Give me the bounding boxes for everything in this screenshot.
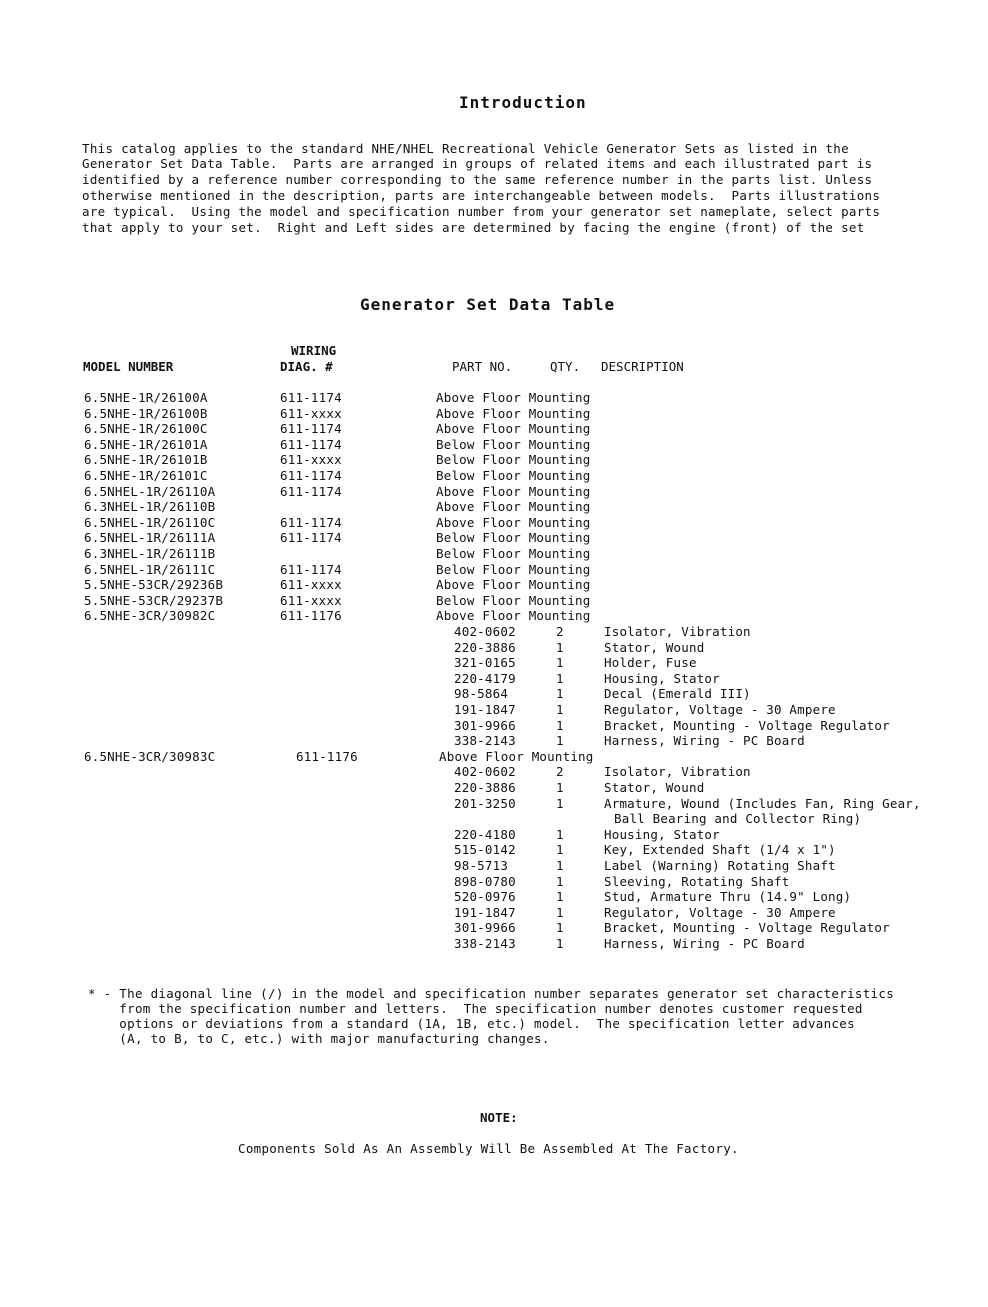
description-cell: Label (Warning) Rotating Shaft: [604, 858, 836, 873]
description-cell: Isolator, Vibration: [604, 624, 751, 639]
quantity-cell: 1: [556, 780, 564, 795]
mounting-cell: Below Floor Mounting: [436, 561, 591, 577]
wiring-diag-cell: 611-1174: [280, 483, 342, 499]
quantity-cell: 1: [556, 920, 564, 936]
model-number-cell: 6.5NHE-3CR/30982C: [84, 608, 216, 624]
description-cell: Holder, Fuse: [604, 655, 697, 671]
description-cell: Harness, Wiring - PC Board: [604, 936, 805, 951]
mounting-cell: Above Floor Mounting: [436, 514, 591, 530]
quantity-cell: 1: [556, 639, 564, 655]
part-number-cell: 220-4179: [454, 670, 516, 686]
model-number-cell: 6.5NHE-1R/26100B: [84, 405, 208, 421]
part-number-cell: 338-2143: [454, 733, 516, 749]
model-number-cell: 6.5NHEL-1R/26111A: [84, 530, 216, 546]
wiring-diag-cell: 611-1174: [280, 390, 342, 405]
header-description: DESCRIPTION: [601, 359, 684, 374]
header-wiring: WIRING: [291, 343, 337, 358]
quantity-cell: 1: [556, 873, 564, 889]
part-number-cell: 321-0165: [454, 655, 516, 671]
part-number-cell: 201-3250: [454, 795, 516, 811]
model-number-cell: 6.5NHE-1R/26100A: [84, 390, 208, 405]
quantity-cell: 1: [556, 858, 564, 873]
wiring-diag-cell: 611-1174: [280, 514, 342, 530]
model-number-cell: 6.5NHE-1R/26100C: [84, 421, 208, 437]
mounting-cell: Above Floor Mounting: [439, 748, 594, 764]
intro-paragraph-line: This catalog applies to the standard NHE/NHEL Recreational Vehicle Generator Sets as listed in the: [82, 141, 849, 156]
part-number-cell: 220-3886: [454, 780, 516, 795]
wiring-diag-cell: 611-1176: [296, 748, 358, 764]
description-cell: Bracket, Mounting - Voltage Regulator: [604, 920, 890, 936]
model-number-cell: 6.3NHEL-1R/26110B: [84, 499, 216, 515]
header-part-no: PART NO.: [452, 359, 513, 374]
intro-paragraph-line: are typical. Using the model and specification number from your generator set nameplate, select parts: [82, 204, 881, 219]
wiring-diag-cell: 611-1174: [280, 561, 342, 577]
description-cell: Armature, Wound (Includes Fan, Ring Gear,: [604, 795, 921, 811]
model-number-cell: 6.5NHEL-1R/26110C: [84, 514, 216, 530]
quantity-cell: 1: [556, 904, 564, 920]
quantity-cell: 1: [556, 826, 564, 842]
wiring-diag-cell: 611-xxxx: [280, 592, 342, 608]
description-cell: Key, Extended Shaft (1/4 x 1"): [604, 842, 836, 858]
model-number-cell: 6.5NHE-1R/26101B: [84, 452, 208, 468]
mounting-cell: Above Floor Mounting: [436, 390, 591, 405]
part-number-cell: 220-4180: [454, 826, 516, 842]
mounting-cell: Above Floor Mounting: [436, 483, 591, 499]
description-cell: Housing, Stator: [604, 826, 720, 842]
quantity-cell: 1: [556, 702, 564, 717]
mounting-cell: Above Floor Mounting: [436, 421, 591, 437]
wiring-diag-cell: 611-1176: [280, 608, 342, 624]
model-number-cell: 6.5NHEL-1R/26110A: [84, 483, 216, 499]
model-number-cell: 6.5NHEL-1R/26111C: [84, 561, 216, 577]
part-number-cell: 515-0142: [454, 842, 516, 858]
introduction-title: Introduction: [459, 93, 587, 112]
description-cell: Bracket, Mounting - Voltage Regulator: [604, 717, 890, 733]
note-text: Components Sold As An Assembly Will Be Assembled At The Factory.: [238, 1141, 739, 1156]
header-model-number: MODEL NUMBER: [83, 359, 174, 374]
model-number-cell: 6.5NHE-3CR/30983C: [84, 748, 216, 764]
footnote-line: (A, to B, to C, etc.) with major manufacturing changes.: [88, 1031, 550, 1046]
description-cell: Stud, Armature Thru (14.9" Long): [604, 889, 852, 905]
model-number-cell: 6.5NHE-1R/26101C: [84, 468, 208, 483]
model-number-cell: 5.5NHE-53CR/29237B: [84, 592, 224, 608]
part-number-cell: 898-0780: [454, 873, 516, 889]
mounting-cell: Above Floor Mounting: [436, 499, 591, 515]
intro-paragraph-line: otherwise mentioned in the description, parts are interchangeable between models. Parts illustrations: [82, 188, 881, 203]
quantity-cell: 1: [556, 733, 564, 749]
wiring-diag-cell: 611-1174: [280, 530, 342, 546]
wiring-diag-cell: 611-1174: [280, 436, 342, 452]
quantity-cell: 2: [556, 624, 564, 639]
part-number-cell: 520-0976: [454, 889, 516, 905]
note-label: NOTE:: [480, 1110, 518, 1125]
mounting-cell: Below Floor Mounting: [436, 592, 591, 608]
footnote-line: * - The diagonal line (/) in the model and specification number separates generator set characteristics: [88, 986, 895, 1001]
mounting-cell: Below Floor Mounting: [436, 436, 591, 452]
quantity-cell: 1: [556, 936, 564, 951]
intro-paragraph-line: Generator Set Data Table. Parts are arranged in groups of related items and each illustrated part is: [82, 156, 873, 171]
part-number-cell: 402-0602: [454, 624, 516, 639]
part-number-cell: 98-5713: [454, 858, 509, 873]
part-number-cell: 191-1847: [454, 904, 516, 920]
description-cell: Stator, Wound: [604, 780, 705, 795]
header-wiring-diag: DIAG. #: [280, 359, 333, 374]
wiring-diag-cell: 611-xxxx: [280, 452, 342, 468]
part-number-cell: 338-2143: [454, 936, 516, 951]
description-cell: Sleeving, Rotating Shaft: [604, 873, 790, 889]
description-cell: Isolator, Vibration: [604, 764, 751, 780]
description-cell: Regulator, Voltage - 30 Ampere: [604, 702, 836, 717]
quantity-cell: 1: [556, 686, 564, 702]
wiring-diag-cell: 611-xxxx: [280, 577, 342, 593]
data-table-title: Generator Set Data Table: [360, 295, 616, 314]
intro-paragraph-line: identified by a reference number corresponding to the same reference number in the parts list. Unless: [82, 172, 873, 187]
part-number-cell: 402-0602: [454, 764, 516, 780]
wiring-diag-cell: 611-1174: [280, 421, 342, 437]
description-cell: Housing, Stator: [604, 670, 720, 686]
intro-paragraph-line: that apply to your set. Right and Left sides are determined by facing the engine (front) of the set: [82, 220, 865, 235]
wiring-diag-cell: 611-1174: [280, 468, 342, 483]
mounting-cell: Below Floor Mounting: [436, 452, 591, 468]
footnote-line: options or deviations from a standard (1A, 1B, etc.) model. The specification letter advances: [88, 1016, 855, 1031]
quantity-cell: 1: [556, 670, 564, 686]
part-number-cell: 301-9966: [454, 717, 516, 733]
part-number-cell: 220-3886: [454, 639, 516, 655]
model-number-cell: 6.3NHEL-1R/26111B: [84, 546, 216, 561]
mounting-cell: Above Floor Mounting: [436, 608, 591, 624]
quantity-cell: 2: [556, 764, 564, 780]
description-cell: Stator, Wound: [604, 639, 705, 655]
model-number-cell: 5.5NHE-53CR/29236B: [84, 577, 224, 593]
mounting-cell: Below Floor Mounting: [436, 530, 591, 546]
description-cell: Decal (Emerald III): [604, 686, 751, 702]
quantity-cell: 1: [556, 795, 564, 811]
description-cell: Regulator, Voltage - 30 Ampere: [604, 904, 836, 920]
header-qty: QTY.: [550, 359, 581, 374]
quantity-cell: 1: [556, 889, 564, 905]
description-cell: Harness, Wiring - PC Board: [604, 733, 805, 749]
model-number-cell: 6.5NHE-1R/26101A: [84, 436, 208, 452]
description-continuation-cell: Ball Bearing and Collector Ring): [614, 811, 862, 827]
mounting-cell: Above Floor Mounting: [436, 577, 591, 593]
quantity-cell: 1: [556, 842, 564, 858]
mounting-cell: Above Floor Mounting: [436, 405, 591, 421]
mounting-cell: Below Floor Mounting: [436, 468, 591, 483]
part-number-cell: 301-9966: [454, 920, 516, 936]
wiring-diag-cell: 611-xxxx: [280, 405, 342, 421]
footnote-line: from the specification number and letters. The specification number denotes customer requested: [88, 1001, 863, 1016]
quantity-cell: 1: [556, 655, 564, 671]
mounting-cell: Below Floor Mounting: [436, 546, 591, 561]
part-number-cell: 98-5864: [454, 686, 509, 702]
part-number-cell: 191-1847: [454, 702, 516, 717]
quantity-cell: 1: [556, 717, 564, 733]
